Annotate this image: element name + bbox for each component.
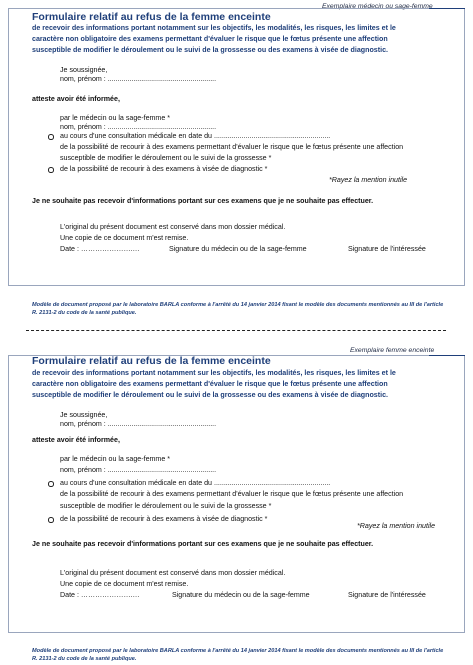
intro-line: susceptible de modifier le déroulement ou le suivi de la grossesse ou des examens à visée de diagnostic. xyxy=(32,46,388,54)
option-risk-line: susceptible de modifier le déroulement ou le suivi de la grossesse * xyxy=(60,502,272,510)
undersigned-label: Je soussignée, xyxy=(60,66,108,74)
patient-name-field[interactable]: nom, prénom : ....................................................... xyxy=(60,75,217,83)
footer-line: Modèle de document proposé par le laboratoire BARLA conforme à l'arrêté du 14 janvier 2014 fixant le modèle des documents mentionnés au III de l'article xyxy=(32,302,444,308)
practitioner-name-field[interactable]: nom, prénom : ....................................................... xyxy=(60,123,217,131)
intro-line: caractère non obligatoire des examens permettant d'évaluer le risque que le fœtus présente une affection xyxy=(32,35,388,43)
attest-statement: atteste avoir été informée, xyxy=(32,95,120,103)
copy-label: Exemplaire médecin ou sage-femme xyxy=(322,3,433,10)
signature-doctor-label: Signature du médecin ou de la sage-femme xyxy=(172,591,310,599)
copy-note: Une copie de ce document m'est remise. xyxy=(60,234,189,242)
option-risk-line: susceptible de modifier le déroulement ou le suivi de la grossesse * xyxy=(60,154,272,162)
option-consultation: au cours d'une consultation médicale en date du ........................................................... xyxy=(60,132,331,140)
copy-note: Une copie de ce document m'est remise. xyxy=(60,580,189,588)
option-checkbox-diagnostic[interactable] xyxy=(48,167,54,173)
strike-note: *Rayez la mention inutile xyxy=(329,176,408,184)
cut-line xyxy=(26,330,446,331)
patient-name-field[interactable]: nom, prénom : ....................................................... xyxy=(60,420,217,428)
refusal-statement: Je ne souhaite pas recevoir d'informations portant sur ces examens que je ne souhaite pas effectuer. xyxy=(32,540,374,548)
footer-line: R. 2131-2 du code de la santé publique. xyxy=(32,310,137,316)
frame-accent xyxy=(429,8,465,9)
form-title: Formulaire relatif au refus de la femme enceinte xyxy=(32,11,271,23)
practitioner-label: par le médecin ou la sage-femme * xyxy=(60,455,171,463)
undersigned-label: Je soussignée, xyxy=(60,411,108,419)
option-checkbox-consultation[interactable] xyxy=(48,481,54,487)
attest-statement: atteste avoir été informée, xyxy=(32,436,120,444)
footer-line: Modèle de document proposé par le laboratoire BARLA conforme à l'arrêté du 14 janvier 2014 fixant le modèle des documents mentionnés au III de l'article xyxy=(32,648,444,654)
frame-accent xyxy=(429,355,465,356)
intro-line: de recevoir des informations portant notamment sur les objectifs, les modalités, les risques, les limites et le xyxy=(32,24,396,32)
date-field[interactable]: Date : ………………….… xyxy=(60,245,140,253)
record-note: L'original du présent document est conservé dans mon dossier médical. xyxy=(60,223,286,231)
practitioner-label: par le médecin ou la sage-femme * xyxy=(60,114,171,122)
record-note: L'original du présent document est conservé dans mon dossier médical. xyxy=(60,569,286,577)
date-field[interactable]: Date : ………………….… xyxy=(60,591,140,599)
practitioner-name-field[interactable]: nom, prénom : ....................................................... xyxy=(60,466,217,474)
intro-line: de recevoir des informations portant notamment sur les objectifs, les modalités, les risques, les limites et le xyxy=(32,369,396,377)
option-diagnostic: de la possibilité de recourir à des examens à visée de diagnostic * xyxy=(60,165,268,173)
form-title: Formulaire relatif au refus de la femme enceinte xyxy=(32,355,271,367)
footer-line: R. 2131-2 du code de la santé publique. xyxy=(32,656,137,662)
copy-label: Exemplaire femme enceinte xyxy=(350,347,435,354)
signature-patient-label: Signature de l'intéressée xyxy=(348,591,426,599)
option-risk-line: de la possibilité de recourir à des examens permettant d'évaluer le risque que le fœtus présente une affection xyxy=(60,490,404,498)
strike-note: *Rayez la mention inutile xyxy=(357,522,436,530)
signature-patient-label: Signature de l'intéressée xyxy=(348,245,426,253)
option-checkbox-diagnostic[interactable] xyxy=(48,517,54,523)
option-risk-line: de la possibilité de recourir à des examens permettant d'évaluer le risque que le fœtus présente une affection xyxy=(60,143,404,151)
intro-line: susceptible de modifier le déroulement ou le suivi de la grossesse ou des examens à visée de diagnostic. xyxy=(32,391,388,399)
option-checkbox-consultation[interactable] xyxy=(48,134,54,140)
option-consultation: au cours d'une consultation médicale en date du ........................................................... xyxy=(60,479,331,487)
intro-line: caractère non obligatoire des examens permettant d'évaluer le risque que le fœtus présente une affection xyxy=(32,380,388,388)
signature-doctor-label: Signature du médecin ou de la sage-femme xyxy=(169,245,307,253)
option-diagnostic: de la possibilité de recourir à des examens à visée de diagnostic * xyxy=(60,515,268,523)
refusal-statement: Je ne souhaite pas recevoir d'informations portant sur ces examens que je ne souhaite pas effectuer. xyxy=(32,197,374,205)
